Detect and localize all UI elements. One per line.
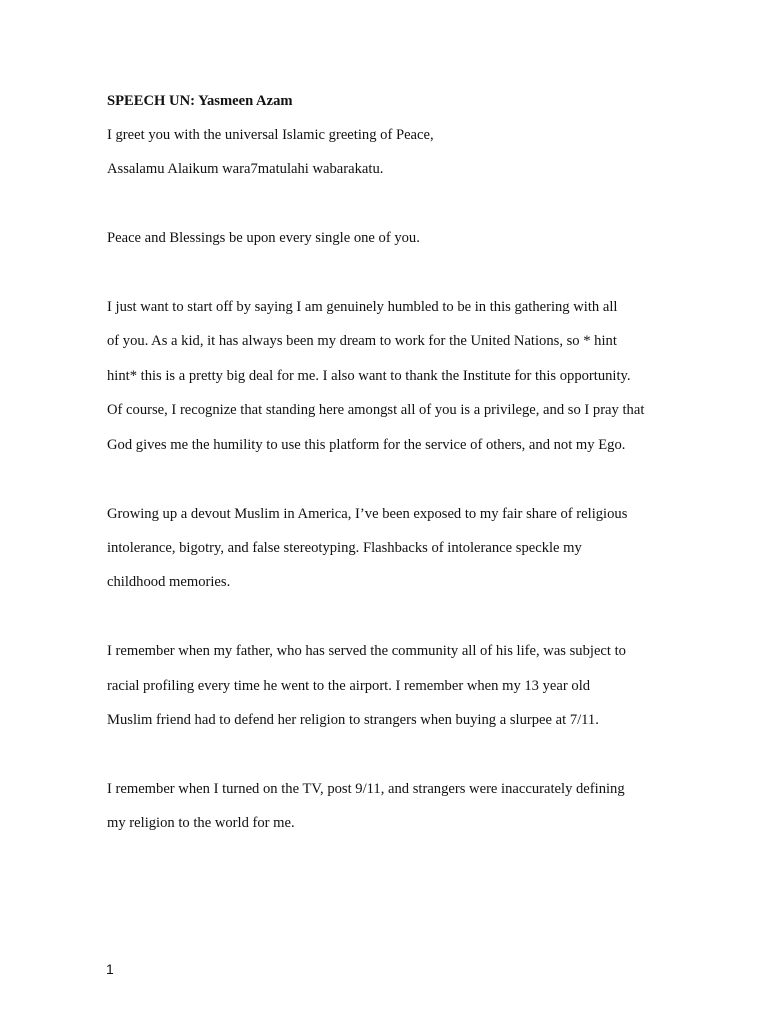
paragraph2-line-2: intolerance, bigotry, and false stereotyping. Flashbacks of intolerance speckle my [107, 540, 582, 556]
paragraph4-line-1: I remember when I turned on the TV, post 9/11, and strangers were inaccurately defining [107, 781, 625, 797]
greeting-line-2: Assalamu Alaikum wara7matulahi wabarakatu. [107, 161, 384, 177]
page-number: 1 [106, 961, 114, 977]
paragraph3-line-2: racial profiling every time he went to the airport. I remember when my 13 year old [107, 678, 591, 694]
paragraph3-line-3: Muslim friend had to defend her religion to strangers when buying a slurpee at 7/11. [107, 712, 599, 728]
paragraph1-line-3: hint* this is a pretty big deal for me. I also want to thank the Institute for this opportunity. [107, 368, 631, 384]
blessing-line: Peace and Blessings be upon every single one of you. [107, 230, 420, 246]
speech-title: SPEECH UN: Yasmeen Azam [107, 93, 293, 109]
paragraph1-line-2: of you. As a kid, it has always been my dream to work for the United Nations, so * hint [107, 333, 617, 349]
paragraph4-line-2: my religion to the world for me. [107, 815, 295, 831]
paragraph1-line-1: I just want to start off by saying I am genuinely humbled to be in this gathering with all [107, 299, 618, 315]
paragraph1-line-4: Of course, I recognize that standing here amongst all of you is a privilege, and so I pray that [107, 402, 645, 418]
paragraph3-line-1: I remember when my father, who has served the community all of his life, was subject to [107, 643, 626, 659]
greeting-line-1: I greet you with the universal Islamic greeting of Peace, [107, 127, 434, 143]
paragraph2-line-1: Growing up a devout Muslim in America, I’ve been exposed to my fair share of religious [107, 506, 628, 522]
paragraph2-line-3: childhood memories. [107, 574, 231, 590]
paragraph1-line-5: God gives me the humility to use this platform for the service of others, and not my Ego. [107, 437, 626, 453]
